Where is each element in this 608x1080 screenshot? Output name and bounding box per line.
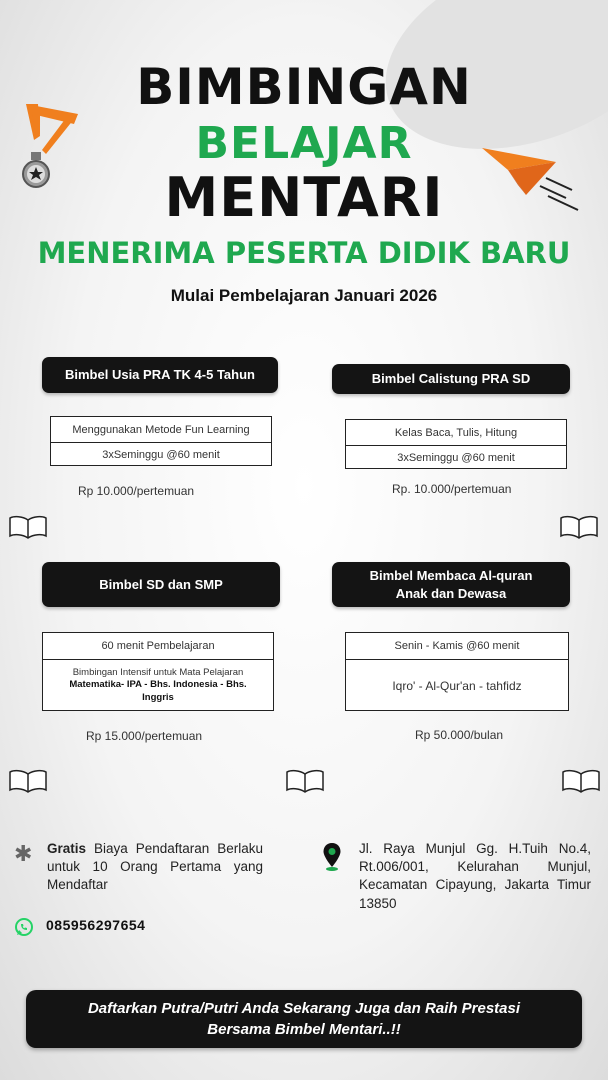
program-title [332, 562, 570, 607]
program-title-line: Bimbel Membaca Al-quran [369, 567, 533, 583]
program-title-line: Anak dan Dewasa [395, 585, 507, 601]
program-title: Bimbel SD dan SMP [42, 562, 280, 607]
whatsapp-icon [14, 917, 34, 937]
address: Jl. Raya Munjul Gg. H.Tuih No.4, Rt.006/001, Kelurahan Munjul, Kecamatan Cipayung, Jakarta Timur 13850 [359, 841, 591, 911]
program-price: Rp 50.000/bulan [415, 728, 504, 742]
program-title: Bimbel Calistung PRA SD [332, 364, 570, 394]
book-icon [559, 514, 599, 540]
program-detail-row: 3xSeminggu @60 menit [346, 445, 566, 469]
program-detail-row: Senin - Kamis @60 menit [394, 640, 520, 652]
program-detail-row: Iqro' - Al-Qur'an - tahfidz [346, 659, 568, 711]
program-detail-row: 3xSeminggu @60 menit [51, 442, 271, 466]
title-line-1: BIMBINGAN [136, 58, 472, 116]
program-price: Rp 10.000/pertemuan [78, 484, 195, 498]
program-detail-row: Kelas Baca, Tulis, Hitung [394, 426, 518, 439]
book-icon [561, 768, 601, 794]
book-icon [285, 768, 325, 794]
program-details [345, 632, 569, 711]
subheadline: Mulai Pembelajaran Januari 2026 [170, 286, 438, 305]
program-price: Rp. 10.000/pertemuan [392, 482, 512, 496]
program-title: Bimbel Usia PRA TK 4-5 Tahun [42, 357, 278, 393]
asterisk-icon: ✱ [14, 841, 33, 866]
program-details [42, 632, 274, 711]
program-details [50, 416, 272, 466]
program-details [345, 419, 567, 469]
book-icon [8, 514, 48, 540]
book-icon [8, 768, 48, 794]
program-price: Rp 15.000/pertemuan [86, 729, 203, 743]
cta-line-2: Bersama Bimbel Mentari..!! [207, 1021, 401, 1038]
promo-bold: Gratis [47, 841, 87, 856]
promo-text [47, 840, 263, 895]
cta-banner[interactable] [26, 990, 582, 1048]
program-detail-row: Menggunakan Metode Fun Learning [72, 423, 250, 436]
subjects: Matematika- IPA - Bhs. Indonesia - Bhs. Inggris [69, 679, 247, 703]
title-line-3: MENTARI [164, 166, 444, 229]
headline: MENERIMA PESERTA DIDIK BARU [37, 236, 571, 270]
program-detail-row: 60 menit Pembelajaran [101, 640, 215, 652]
title-line-2: BELAJAR [195, 118, 413, 169]
intensive-label: Bimbingan Intensif untuk Mata Pelajaran [72, 666, 244, 678]
cta-line-1: Daftarkan Putra/Putri Anda Sekarang Juga dan Raih Prestasi [87, 1000, 521, 1017]
program-intensive [43, 659, 273, 711]
location-pin-icon [322, 842, 342, 872]
phone-number[interactable]: 085956297654 [46, 917, 146, 933]
promo-body: Biaya Pendaftaran Berlaku untuk 10 Orang Pertama yang Mendaftar [47, 841, 263, 893]
